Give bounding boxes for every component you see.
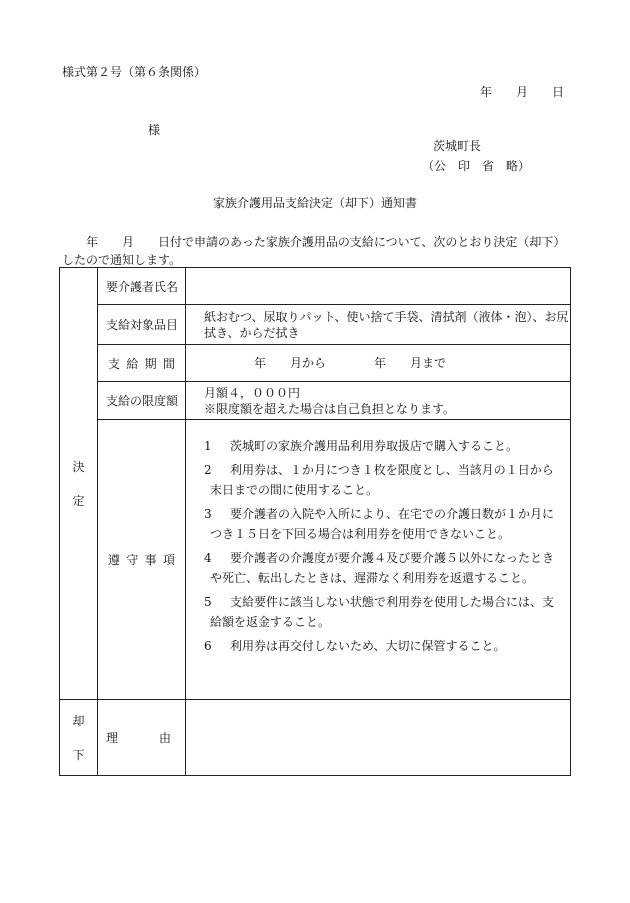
document-title: 家族介護用品支給決定（却下）通知書: [212, 196, 417, 210]
limit-value: [186, 382, 571, 420]
period-char: 期: [144, 356, 157, 371]
items-label: 支給対象品目: [98, 305, 186, 345]
reason-char: 理: [106, 731, 119, 745]
period-char: 給: [126, 356, 139, 371]
table-row: [60, 268, 571, 305]
items-value: 紙おむつ、尿取りパット、使い捨て手袋、清拭剤（液体・泡）、お尻拭き、からだ拭き: [186, 305, 571, 345]
period-value: 年 月から 年 月まで: [186, 345, 571, 382]
table-row: [60, 305, 571, 345]
rules-char: 守: [126, 553, 139, 567]
date-line: 年 月 日: [479, 85, 564, 99]
table-row: [60, 345, 571, 382]
rejection-char: 却: [72, 713, 85, 728]
table-row: [60, 382, 571, 420]
limit-label: 支給の限度額: [98, 382, 186, 420]
form-number: 様式第２号（第６条関係）: [62, 65, 207, 79]
rules-label: [98, 420, 186, 700]
decision-label: [60, 268, 98, 700]
reason-value: [186, 700, 571, 776]
rules-char: 事: [144, 553, 157, 567]
name-label: 要介護者氏名: [98, 268, 186, 305]
list-item: 2 利用券は、１か月につき１枚を限度とし、当該月の１日から末日までの間に使用すること。: [204, 463, 554, 497]
limit-note: ※限度額を超えた場合は自己負担となります。: [204, 401, 456, 416]
reason-char: 由: [158, 731, 171, 745]
notice-table: [59, 267, 571, 776]
list-item: 5 支給要件に該当しない状態で利用券を使用した場合には、支給額を返金すること。: [204, 595, 555, 629]
rejection-char: 下: [72, 747, 85, 762]
rules-list: [186, 420, 571, 700]
list-item: 1 茨城町の家族介護用品利用券取扱店で購入すること。: [204, 439, 519, 453]
decision-char: 決: [72, 459, 85, 474]
rules-char: 遵: [108, 553, 121, 567]
period-char: 間: [162, 356, 175, 371]
name-value: [186, 268, 571, 305]
rules-char: 項: [162, 553, 175, 567]
notice-body-text: 年 月 日付で申請のあった家族介護用品の支給について、次のとおり決定（却下）したので通知します。: [62, 235, 566, 267]
list-item: 4 要介護者の介護度が要介護４及び要介護５以外になったときや死亡、転出したときは、遅滞なく利用券を返還すること。: [204, 551, 555, 585]
table-row: [60, 700, 571, 776]
reason-label: [98, 700, 186, 776]
decision-char: 定: [72, 493, 85, 508]
table-row: [60, 420, 571, 700]
period-char: 支: [108, 356, 121, 371]
period-label: [98, 345, 186, 382]
rejection-label: [60, 700, 98, 776]
addressee-suffix: 様: [148, 123, 161, 137]
limit-amount: 月額４，０００円: [204, 385, 301, 400]
list-item: 6 利用券は再交付しないため、大切に保管すること。: [204, 639, 506, 653]
issuer-name: 茨城町長: [433, 139, 482, 153]
seal-note: （公 印 省 略）: [422, 159, 531, 173]
list-item: 3 要介護者の入院や入所により、在宅での介護日数が１か月につき１５日を下回る場合は利用券を使用できないこと。: [204, 507, 555, 541]
